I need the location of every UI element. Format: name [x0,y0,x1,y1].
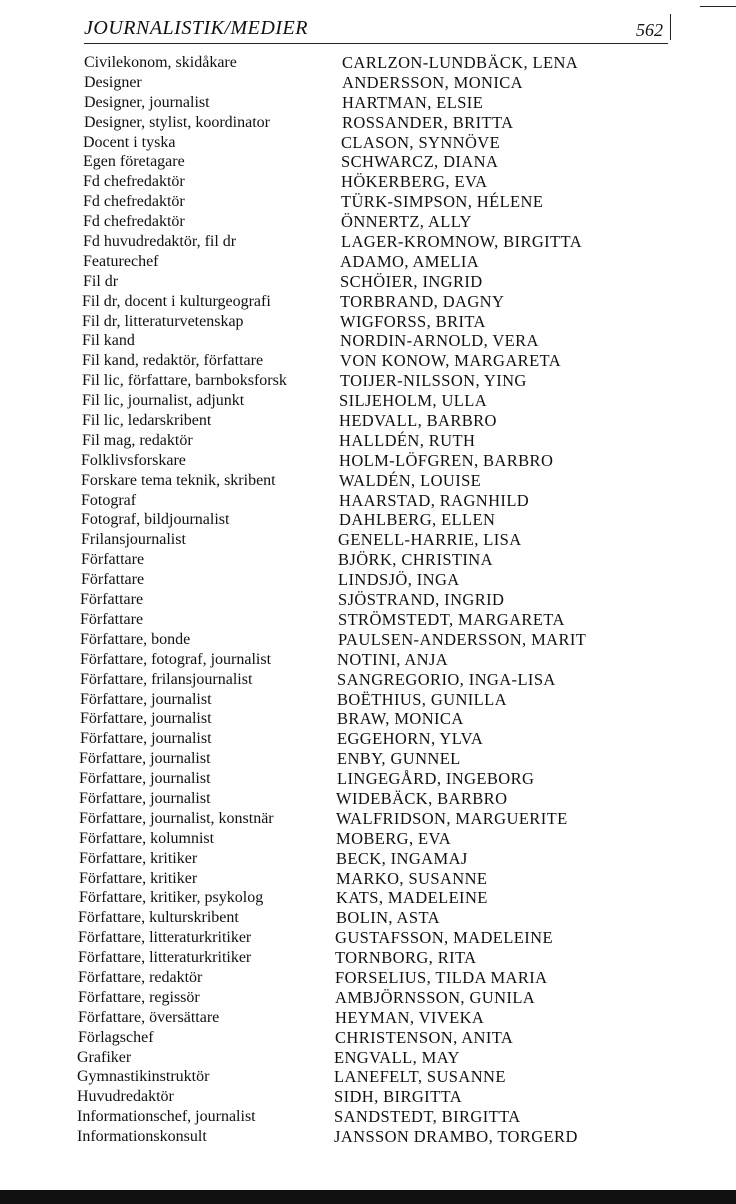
person-name: HEYMAN, VIVEKA [335,1007,485,1027]
occupation: Huvudredaktör [77,1088,174,1106]
occupation: Civilekonom, skidåkare [84,54,237,71]
occupation: Grafiker [77,1048,132,1066]
person-name: TOIJER-NILSSON, YING [340,371,527,391]
person-name: GUSTAFSSON, MADELEINE [335,928,553,948]
person-name: LINDSJÖ, INGA [338,570,460,590]
person-name: BECK, INGAMAJ [336,848,468,868]
occupation: Fil kand, redaktör, författare [82,352,264,370]
person-name: HALLDÉN, RUTH [339,430,476,450]
occupation: Författare, kritiker [79,869,198,887]
directory-list [0,53,736,1147]
list-item [0,749,736,769]
list-item [0,789,736,809]
person-name: SANGREGORIO, INGA-LISA [337,669,556,689]
occupation: Författare, bonde [80,630,191,648]
occupation: Frilansjournalist [81,531,186,549]
person-name: BRAW, MONICA [337,709,464,729]
occupation: Författare, journalist [80,730,212,748]
occupation: Designer [84,73,142,91]
list-item [0,1028,736,1048]
person-name: HARTMAN, ELSIE [342,92,484,112]
occupation: Fil lic, författare, barnboksforsk [82,372,287,390]
person-name: HOLM-LÖFGREN, BARBRO [339,450,554,470]
occupation: Författare, litteraturkritiker [78,929,252,947]
person-name: SJÖSTRAND, INGRID [338,590,505,610]
list-item [0,351,736,371]
list-item [0,1127,736,1147]
occupation: Författare, journalist, konstnär [79,809,274,827]
list-item [0,988,736,1008]
list-item [0,849,736,869]
list-item [0,928,736,948]
occupation: Fd chefredaktör [83,213,185,231]
list-item [0,829,736,849]
list-item [0,1048,736,1068]
list-item [0,809,736,829]
occupation: Författare [81,571,145,589]
scan-bottom-edge [0,1190,736,1204]
occupation: Författare, journalist [79,770,211,788]
occupation: Fil dr, docent i kulturgeografi [82,292,271,310]
person-name: NORDIN-ARNOLD, VERA [340,331,539,351]
occupation: Författare, regissör [78,988,200,1006]
person-name: BOLIN, ASTA [336,908,440,928]
person-name: BOËTHIUS, GUNILLA [337,689,507,709]
list-item [0,590,736,610]
person-name: ROSSANDER, BRITTA [342,112,514,132]
person-name: CARLZON-LUNDBÄCK, LENA [342,53,579,72]
list-item [0,709,736,729]
person-name: MARKO, SUSANNE [336,868,488,888]
list-item [0,152,736,172]
list-item [0,113,736,133]
occupation: Informationschef, journalist [77,1108,256,1126]
person-name: SCHÖIER, INGRID [340,271,483,291]
occupation: Författare, kulturskribent [78,909,239,927]
occupation: Författare, kritiker [79,849,198,867]
list-item [0,73,736,93]
person-name: STRÖMSTEDT, MARGARETA [338,609,565,629]
person-name: SILJEHOLM, ULLA [339,391,488,411]
person-name: BJÖRK, CHRISTINA [338,550,493,570]
list-item [0,690,736,710]
list-item [0,1087,736,1107]
occupation: Informationskonsult [77,1128,207,1146]
list-item [0,371,736,391]
occupation: Fil mag, redaktör [82,431,193,449]
person-name: SIDH, BIRGITTA [334,1087,463,1107]
person-name: NOTINI, ANJA [337,649,449,669]
occupation: Folklivsforskare [81,451,186,469]
person-name: TORNBORG, RITA [335,948,477,968]
person-name: SANDSTEDT, BIRGITTA [334,1107,521,1127]
person-name: PAULSEN-ANDERSSON, MARIT [338,629,587,649]
list-item [0,312,736,332]
list-item [0,510,736,530]
list-item [0,968,736,988]
margin-rule [670,14,671,40]
person-name: VON KONOW, MARGARETA [340,351,562,371]
list-item [0,93,736,113]
person-name: AMBJÖRNSSON, GUNILA [335,987,536,1007]
list-item [0,451,736,471]
occupation: Featurechef [83,252,159,270]
occupation: Designer, journalist [84,93,210,111]
occupation: Fd chefredaktör [83,173,185,191]
list-item [0,1008,736,1028]
person-name: ÖNNERTZ, ALLY [341,212,472,232]
list-item [0,272,736,292]
list-item [0,391,736,411]
list-item [0,610,736,630]
person-name: EGGEHORN, YLVA [337,729,484,749]
list-item [0,769,736,789]
occupation: Författare [80,591,144,609]
occupation: Författare, frilansjournalist [80,670,253,688]
person-name: HEDVALL, BARBRO [339,411,497,431]
occupation: Fil kand [82,332,135,350]
list-item [0,431,736,451]
occupation: Fd huvudredaktör, fil dr [83,233,237,251]
person-name: LANEFELT, SUSANNE [334,1067,506,1087]
list-item [0,53,736,73]
person-name: WALDÉN, LOUISE [339,470,482,490]
person-name: MOBERG, EVA [336,828,452,848]
person-name: ENBY, GUNNEL [337,749,461,769]
list-item [0,630,736,650]
occupation: Fotograf [81,491,137,509]
occupation: Fil lic, journalist, adjunkt [82,392,245,410]
occupation: Fil dr, litteraturvetenskap [82,312,244,330]
list-item [0,192,736,212]
person-name: HÖKERBERG, EVA [341,172,488,192]
top-edge-line [700,6,736,7]
occupation: Fil lic, ledarskribent [82,412,212,430]
list-item [0,550,736,570]
page-number: 562 [636,20,663,40]
list-item [0,570,736,590]
list-item [0,1067,736,1087]
person-name: SCHWARCZ, DIANA [341,152,499,172]
occupation: Förlagschef [78,1028,154,1046]
list-item [0,948,736,968]
occupation: Författare [81,551,145,569]
list-item [0,869,736,889]
header-divider [84,43,668,44]
list-item [0,232,736,252]
list-item [0,212,736,232]
occupation: Egen företagare [83,153,185,171]
occupation: Författare [80,610,144,628]
person-name: KATS, MADELEINE [336,888,488,908]
occupation: Författare, fotograf, journalist [80,650,272,668]
person-name: HAARSTAD, RAGNHILD [339,490,530,510]
person-name: TORBRAND, DAGNY [340,291,505,311]
occupation: Fd chefredaktör [83,193,185,211]
list-item [0,1107,736,1127]
list-item [0,252,736,272]
occupation: Författare, journalist [80,710,212,728]
occupation: Författare, redaktör [78,968,203,986]
occupation: Fil dr [83,272,119,290]
running-header-title: JOURNALISTIK/MEDIER [84,17,308,39]
person-name: CHRISTENSON, ANITA [335,1027,514,1047]
person-name: WALFRIDSON, MARGUERITE [336,808,568,828]
list-item [0,172,736,192]
list-item [0,331,736,351]
list-item [0,908,736,928]
list-item [0,729,736,749]
occupation: Författare, kolumnist [79,829,215,847]
occupation: Designer, stylist, koordinator [84,113,270,131]
person-name: ANDERSSON, MONICA [342,72,523,92]
list-item [0,530,736,550]
person-name: GENELL-HARRIE, LISA [338,530,522,550]
list-item [0,471,736,491]
person-name: ENGVALL, MAY [334,1047,460,1067]
person-name: WIGFORSS, BRITA [340,311,486,331]
person-name: CLASON, SYNNÖVE [341,132,501,152]
list-item [0,411,736,431]
person-name: FORSELIUS, TILDA MARIA [335,967,548,987]
list-item [0,670,736,690]
list-item [0,292,736,312]
occupation: Författare, journalist [79,789,211,807]
person-name: WIDEBÄCK, BARBRO [336,788,508,808]
person-name: LAGER-KROMNOW, BIRGITTA [341,232,583,252]
occupation: Forskare tema teknik, skribent [81,471,276,489]
person-name: LINGEGÅRD, INGEBORG [337,769,535,789]
occupation: Författare, översättare [78,1008,220,1026]
occupation: Författare, journalist [80,690,212,708]
list-item [0,650,736,670]
occupation: Författare, journalist [79,750,211,768]
occupation: Docent i tyska [83,133,176,151]
person-name: TÜRK-SIMPSON, HÉLENE [341,192,544,212]
list-item [0,133,736,153]
list-item [0,491,736,511]
person-name: ADAMO, AMELIA [340,251,480,271]
occupation: Författare, kritiker, psykolog [79,889,264,907]
occupation: Fotograf, bildjournalist [81,511,230,529]
person-name: JANSSON DRAMBO, TORGERD [334,1127,578,1147]
occupation: Författare, litteraturkritiker [78,949,252,967]
occupation: Gymnastikinstruktör [77,1068,210,1086]
person-name: DAHLBERG, ELLEN [339,510,496,530]
list-item [0,888,736,908]
